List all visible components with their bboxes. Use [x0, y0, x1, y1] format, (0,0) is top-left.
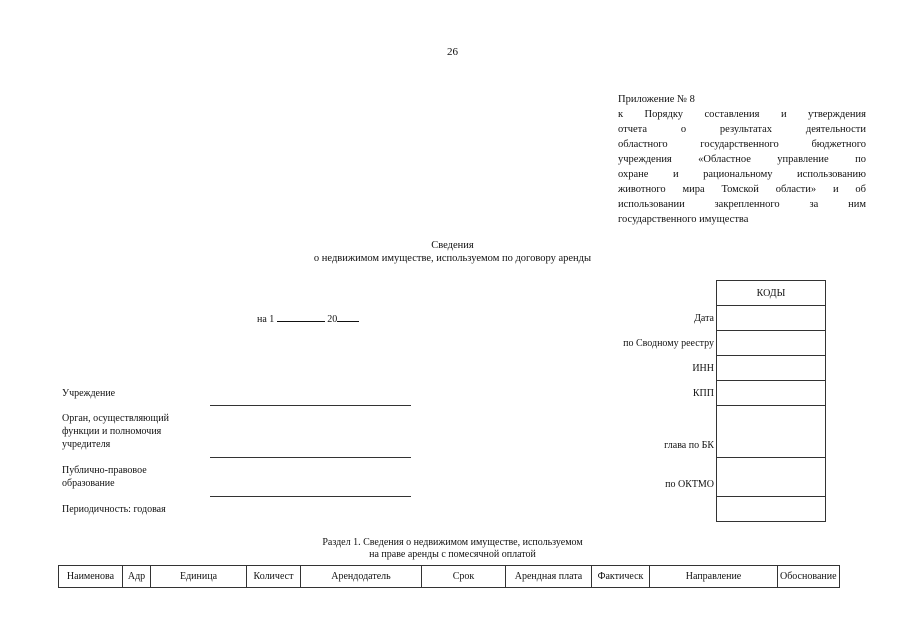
rent-table [58, 565, 840, 588]
label-institution: Учреждение [62, 388, 116, 399]
appendix-line: использовании закрепленного за ним [618, 199, 866, 210]
appendix-line: отчета о результатах деятельности [618, 124, 866, 135]
header-rent: Арендная плата [506, 566, 592, 588]
title-line-1: Сведения [431, 240, 474, 251]
appendix-line: охране и рациональному использованию [618, 169, 866, 180]
code-inn-cell[interactable] [717, 356, 826, 381]
header-quantity: Количест [247, 566, 301, 588]
code-kpp-cell[interactable] [717, 381, 826, 406]
section-title [0, 537, 905, 561]
code-empty-cell[interactable] [717, 497, 826, 522]
code-oktmo-cell[interactable] [717, 458, 826, 497]
public-entity-line-1: Публично-правовое [62, 465, 147, 476]
header-name: Наименова [59, 566, 123, 588]
header-lessor: Арендодатель [301, 566, 422, 588]
table-header-row [59, 566, 840, 588]
institution-field[interactable] [210, 405, 411, 406]
document-title [0, 239, 905, 265]
label-public-entity [62, 464, 147, 490]
date-year-field[interactable] [337, 312, 359, 322]
section-line-1: Раздел 1. Сведения о недвижимом имуществе, используемом [322, 537, 583, 548]
label-date: Дата [694, 313, 714, 324]
date-prefix: на 1 [257, 314, 275, 325]
founder-line-2: функции и полномочия [62, 426, 162, 437]
header-address: Адр [123, 566, 151, 588]
code-registry-cell[interactable] [717, 331, 826, 356]
date-day-month-field[interactable] [277, 312, 325, 322]
appendix-line: государственного имущества [618, 214, 749, 225]
public-entity-line-2: образование [62, 478, 115, 489]
header-term: Срок [422, 566, 506, 588]
code-date-cell[interactable] [717, 306, 826, 331]
label-inn: ИНН [692, 363, 714, 374]
appendix-heading: Приложение № 8 [618, 94, 695, 105]
label-oktmo: по ОКТМО [665, 479, 714, 490]
codes-table [716, 280, 826, 522]
appendix-line: областного государственного бюджетного [618, 139, 866, 150]
title-line-2: о недвижимом имуществе, используемом по договору аренды [313, 253, 592, 264]
page-number: 26 [447, 46, 458, 58]
header-unit: Единица [151, 566, 247, 588]
label-kpp: КПП [692, 388, 714, 399]
code-bk-cell[interactable] [717, 406, 826, 458]
appendix-line: к Порядку составления и утверждения [618, 109, 866, 120]
founder-line-1: Орган, осуществляющий [62, 413, 169, 424]
header-purpose: Направление [650, 566, 778, 588]
label-bk: глава по БК [664, 440, 714, 451]
label-periodicity: Периодичность: годовая [62, 504, 166, 515]
date-year-prefix: 20 [327, 314, 338, 325]
appendix-block [618, 92, 866, 227]
appendix-line: учреждения «Областное управление по [618, 154, 866, 165]
label-founder [62, 412, 169, 451]
label-registry: по Сводному реестру [623, 338, 714, 349]
header-justification: Обоснование [778, 566, 840, 588]
report-date [257, 312, 359, 325]
public-entity-field[interactable] [210, 496, 411, 497]
codes-header: КОДЫ [717, 281, 826, 306]
header-actual: Фактическ [592, 566, 650, 588]
section-line-2: на праве аренды с помесячной оплатой [369, 549, 536, 560]
founder-field[interactable] [210, 457, 411, 458]
appendix-line: животного мира Томской области» и об [618, 184, 866, 195]
founder-line-3: учредителя [62, 439, 111, 450]
